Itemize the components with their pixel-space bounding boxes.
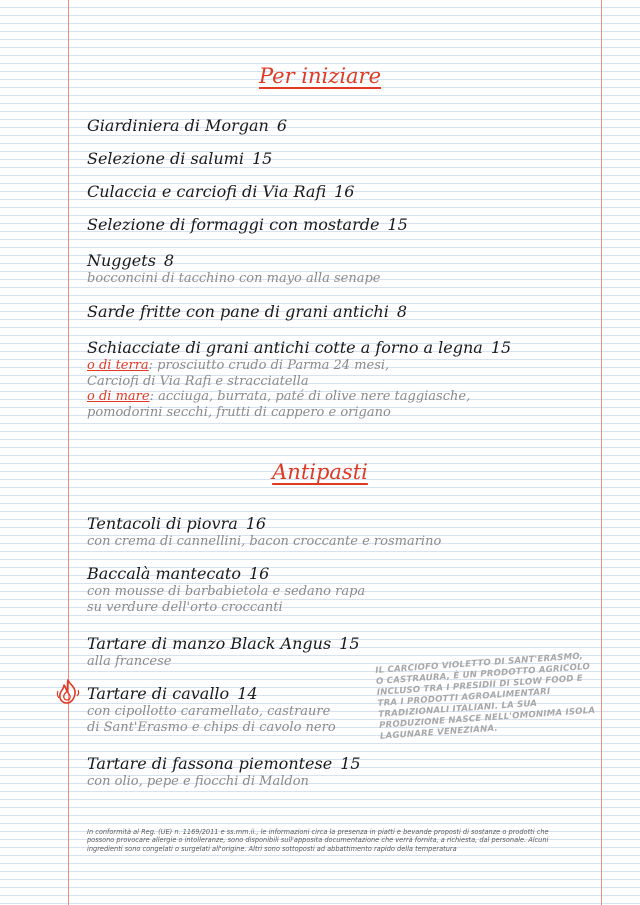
menu-item-culaccia [87, 182, 600, 202]
allergen-footer-note: In conformità al Reg. (UE) n. 1169/2011 e ss.mm.ii., le informazioni circa la presenza in piatti e bevande proposti di sostanze o prodotti che possono provocare allergie o intolleranze, sono disponibili sull'apposita documentazione che verrà fornita, a richiesta, dal personale. Alcuni ingredienti sono congelati o surgelati all'origine. Altri sono sottoposti ad abbattimento rapido della temperatura [87, 828, 549, 853]
option-terra [87, 358, 600, 374]
menu-item-tentacoli [87, 514, 600, 550]
menu-item-giardiniera [87, 116, 600, 136]
item-description: con cipollotto caramellato, castraure [87, 704, 331, 719]
item-name: Tentacoli di piovra [87, 514, 238, 533]
option-text: : acciuga, burrata, paté di olive nere taggiasche, [149, 389, 471, 404]
flame-icon [56, 679, 80, 705]
item-price: 8 [396, 302, 408, 321]
item-price: 14 [237, 684, 258, 703]
item-description: su verdure dell'orto croccanti [87, 599, 283, 615]
menu-item-sarde [87, 302, 600, 322]
item-description: con crema di cannellini, bacon croccante e rosmarino [87, 534, 442, 549]
item-price: 16 [248, 564, 270, 583]
section-title-per-iniziare: Per iniziare [258, 64, 382, 88]
item-price: 8 [163, 251, 175, 270]
item-name: Tartare di cavallo [87, 684, 230, 703]
item-price: 15 [387, 215, 408, 234]
item-price: 15 [251, 149, 273, 168]
item-name: Giardiniera di Morgan [87, 116, 269, 135]
item-price: 15 [339, 634, 360, 653]
menu-item-formaggi [87, 215, 600, 235]
item-name: Selezione di salumi [87, 149, 244, 168]
menu-item-schiacciate [87, 338, 600, 420]
left-margin-line [68, 0, 69, 905]
option-terra-continued: Carciofi di Via Rafi e stracciatella [87, 373, 309, 389]
option-mare [87, 389, 600, 405]
item-name: Culaccia e carciofi di Via Rafi [87, 182, 327, 201]
item-name: Baccalà mantecato [87, 564, 241, 583]
item-price: 15 [340, 754, 361, 773]
menu-item-baccala [87, 564, 600, 615]
option-label: o di mare [87, 389, 150, 404]
option-text: : prosciutto crudo di Parma 24 mesi, [148, 358, 390, 373]
menu-item-tartare-fassona [87, 754, 600, 790]
item-price: 16 [245, 514, 267, 533]
item-name: Nuggets [87, 251, 156, 270]
menu-item-salumi [87, 149, 600, 169]
option-label: o di terra [87, 358, 149, 373]
item-description: alla francese [87, 654, 172, 669]
item-price: 6 [276, 116, 287, 135]
menu-item-nuggets [87, 251, 600, 287]
item-name: Selezione di formaggi con mostarde [87, 215, 380, 234]
item-description: di Sant'Erasmo e chips di cavolo nero [87, 719, 336, 735]
item-description: bocconcini di tacchino con mayo alla senape [87, 271, 381, 286]
right-margin-line [601, 0, 602, 905]
item-price: 15 [490, 338, 512, 357]
section-title-antipasti: Antipasti [272, 460, 368, 484]
item-name: Tartare di manzo Black Angus [87, 634, 332, 653]
item-name: Schiacciate di grani antichi cotte a forno a legna [87, 338, 483, 357]
option-mare-continued: pomodorini secchi, frutti di cappero e origano [87, 404, 391, 420]
item-description: con olio, pepe e fiocchi di Maldon [87, 774, 309, 789]
castraura-sidenote: IL CARCIOFO VIOLETTO DI SANT'ERASMO, O CASTRAURA, È UN PRODOTTO AGRICOLO INCLUSO TRA I PRESIDII DI SLOW FOOD E TRA I PRODOTTI AGROALIMENTARI TRADIZIONALI ITALIANI. LA SUA PRODUZIONE NASCE NELL'OMONIMA ISOLA LAGUNARE VENEZIANA. [375, 651, 596, 742]
item-price: 16 [334, 182, 355, 201]
item-description: con mousse di barbabietola e sedano rapa [87, 584, 366, 599]
item-name: Tartare di fassona piemontese [87, 754, 333, 773]
item-name: Sarde fritte con pane di grani antichi [87, 302, 389, 321]
